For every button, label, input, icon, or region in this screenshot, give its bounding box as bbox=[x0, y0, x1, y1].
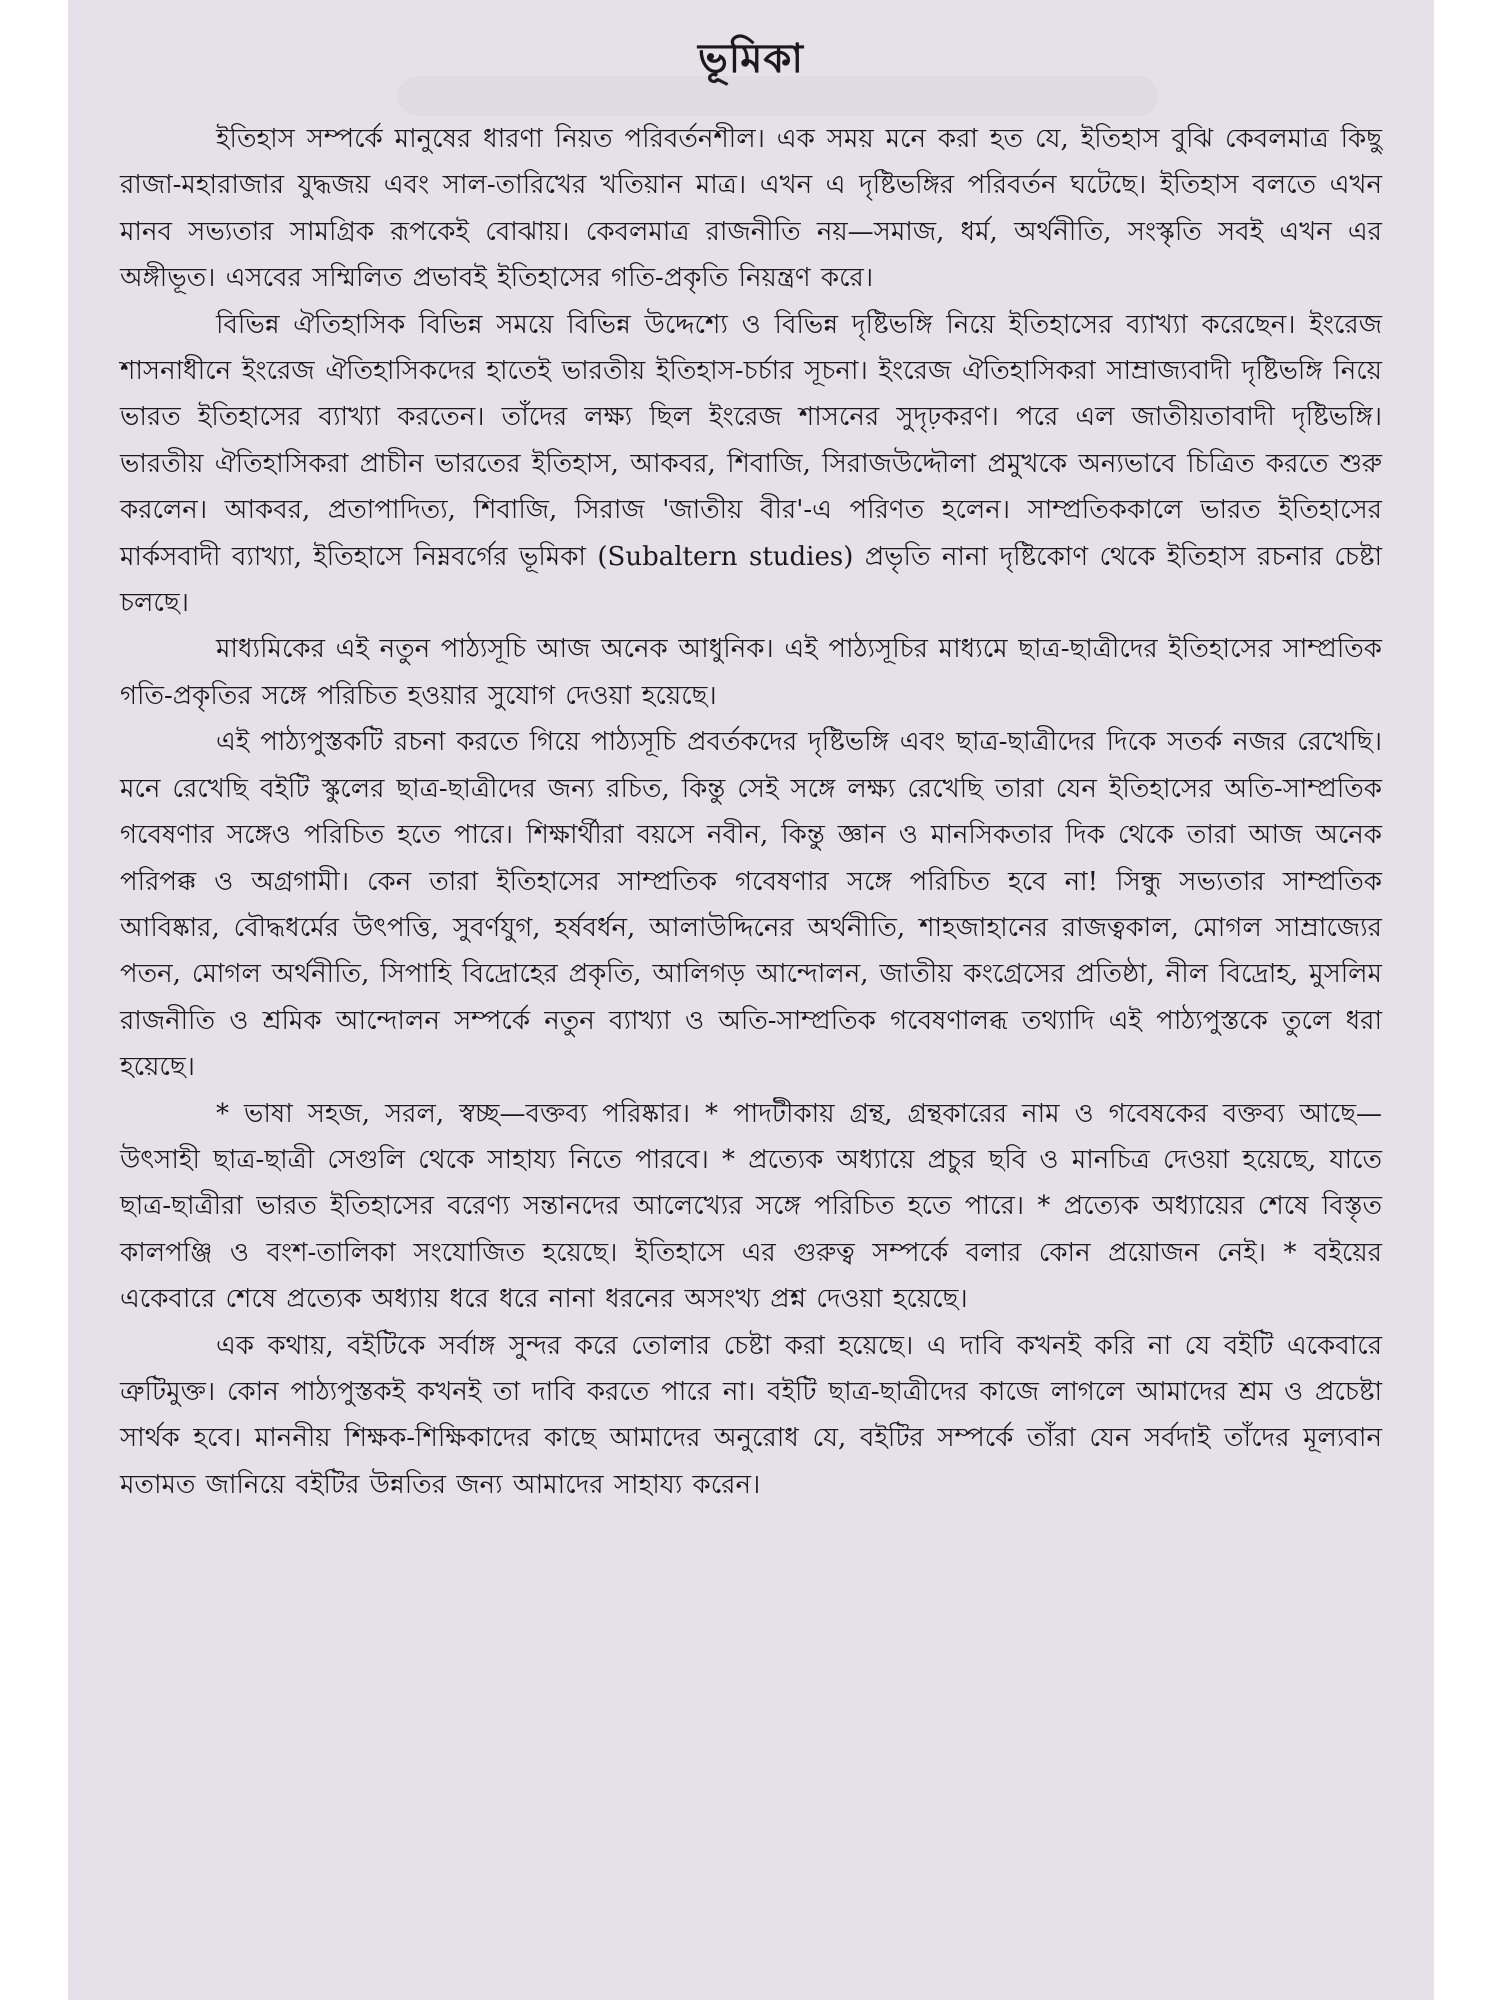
paragraph-4: এই পাঠ্যপুস্তকটি রচনা করতে গিয়ে পাঠ্যসূচি প্রবর্তকদের দৃষ্টিভঙ্গি এবং ছাত্র-ছাত্রীদের দিকে সতর্ক নজর রেখেছি। মনে রেখেছি বইটি স্কুলের ছাত্র-ছাত্রীদের জন্য রচিত, কিন্তু সেই সঙ্গে লক্ষ্য রেখেছি তারা যেন ইতিহাসের অতি-সাম্প্রতিক গবেষণার সঙ্গেও পরিচিত হতে পারে। শিক্ষার্থীরা বয়সে নবীন, কিন্তু জ্ঞান ও মানসিকতার দিক থেকে তারা আজ অনেক পরিপক্ক ও অগ্রগামী। কেন তারা ইতিহাসের সাম্প্রতিক গবেষণার সঙ্গে পরিচিত হবে না! সিন্ধু সভ্যতার সাম্প্রতিক আবিষ্কার, বৌদ্ধধর্মের উৎপত্তি, সুবর্ণযুগ, হর্ষবর্ধন, আলাউদ্দিনের অর্থনীতি, শাহজাহানের রাজত্বকাল, মোগল সাম্রাজ্যের পতন, মোগল অর্থনীতি, সিপাহি বিদ্রোহের প্রকৃতি, আলিগড় আন্দোলন, জাতীয় কংগ্রেসের প্রতিষ্ঠা, নীল বিদ্রোহ, মুসলিম রাজনীতি ও শ্রমিক আন্দোলন সম্পর্কে নতুন ব্যাখ্যা ও অতি-সাম্প্রতিক গবেষণালব্ধ তথ্যাদি এই পাঠ্যপুস্তকে তুলে ধরা হয়েছে। bbox=[120, 727, 1382, 1083]
paragraph-6: এক কথায়, বইটিকে সর্বাঙ্গ সুন্দর করে তোলার চেষ্টা করা হয়েছে। এ দাবি কখনই করি না যে বইটি একেবারে ত্রুটিমুক্ত। কোন পাঠ্যপুস্তকই কখনই তা দাবি করতে পারে না। বইটি ছাত্র-ছাত্রীদের কাজে লাগলে আমাদের শ্রম ও প্রচেষ্টা সার্থক হবে। মাননীয় শিক্ষক-শিক্ষিকাদের কাছে আমাদের অনুরোধ যে, বইটির সম্পর্কে তাঁরা যেন সর্বদাই তাঁদের মূল্যবান মতামত জানিয়ে বইটির উন্নতির জন্য আমাদের সাহায্য করেন। bbox=[120, 1330, 1382, 1500]
page-title: ভূমিকা bbox=[697, 35, 805, 82]
faded-watermark bbox=[398, 76, 1158, 116]
paragraph-3: মাধ্যমিকের এই নতুন পাঠ্যসূচি আজ অনেক আধুনিক। এই পাঠ্যসূচির মাধ্যমে ছাত্র-ছাত্রীদের ইতিহাসের সাম্প্রতিক গতি-প্রকৃতির সঙ্গে পরিচিত হওয়ার সুযোগ দেওয়া হয়েছে। bbox=[120, 634, 1382, 711]
paragraph-1: ইতিহাস সম্পর্কে মানুষের ধারণা নিয়ত পরিবর্তনশীল। এক সময় মনে করা হত যে, ইতিহাস বুঝি কেবলমাত্র কিছু রাজা-মহারাজার যুদ্ধজয় এবং সাল-তারিখের খতিয়ান মাত্র। এখন এ দৃষ্টিভঙ্গির পরিবর্তন ঘটেছে। ইতিহাস বলতে এখন মানব সভ্যতার সামগ্রিক রূপকেই বোঝায়। কেবলমাত্র রাজনীতি নয়—সমাজ, ধর্ম, অর্থনীতি, সংস্কৃতি সবই এখন এর অঙ্গীভূত। এসবের সম্মিলিত প্রভাবই ইতিহাসের গতি-প্রকৃতি নিয়ন্ত্রণ করে। bbox=[120, 124, 1382, 294]
paragraph-2: বিভিন্ন ঐতিহাসিক বিভিন্ন সময়ে বিভিন্ন উদ্দেশ্যে ও বিভিন্ন দৃষ্টিভঙ্গি নিয়ে ইতিহাসের ব্যাখ্যা করেছেন। ইংরেজ শাসনাধীনে ইংরেজ ঐতিহাসিকদের হাতেই ভারতীয় ইতিহাস-চর্চার সূচনা। ইংরেজ ঐতিহাসিকরা সাম্রাজ্যবাদী দৃষ্টিভঙ্গি নিয়ে ভারত ইতিহাসের ব্যাখ্যা করতেন। তাঁদের লক্ষ্য ছিল ইংরেজ শাসনের সুদৃঢ়করণ। পরে এল জাতীয়তাবাদী দৃষ্টিভঙ্গি। ভারতীয় ঐতিহাসিকরা প্রাচীন ভারতের ইতিহাস, আকবর, শিবাজি, সিরাজউদ্দৌলা প্রমুখকে অন্যভাবে চিত্রিত করতে শুরু করলেন। আকবর, প্রতাপাদিত্য, শিবাজি, সিরাজ 'জাতীয় বীর'-এ পরিণত হলেন। সাম্প্রতিককালে ভারত ইতিহাসের মার্কসবাদী ব্যাখ্যা, ইতিহাসে নিম্নবর্গের ভূমিকা (Subaltern studies) প্রভৃতি নানা দৃষ্টিকোণ থেকে ইতিহাস রচনার চেষ্টা চলছে। bbox=[120, 309, 1382, 619]
paragraph-5: * ভাষা সহজ, সরল, স্বচ্ছ—বক্তব্য পরিষ্কার। * পাদটীকায় গ্রন্থ, গ্রন্থকারের নাম ও গবেষকের বক্তব্য আছে—উৎসাহী ছাত্র-ছাত্রী সেগুলি থেকে সাহায্য নিতে পারবে। * প্রত্যেক অধ্যায়ে প্রচুর ছবি ও মানচিত্র দেওয়া হয়েছে, যাতে ছাত্র-ছাত্রীরা ভারত ইতিহাসের বরেণ্য সন্তানদের আলেখ্যের সঙ্গে পরিচিত হতে পারে। * প্রত্যেক অধ্যায়ের শেষে বিস্তৃত কালপঞ্জি ও বংশ-তালিকা সংযোজিত হয়েছে। ইতিহাসে এর গুরুত্ব সম্পর্কে বলার কোন প্রয়োজন নেই। * বইয়ের একেবারে শেষে প্রত্যেক অধ্যায় ধরে ধরে নানা ধরনের অসংখ্য প্রশ্ন দেওয়া হয়েছে। bbox=[120, 1098, 1382, 1315]
document-page bbox=[68, 0, 1434, 2000]
